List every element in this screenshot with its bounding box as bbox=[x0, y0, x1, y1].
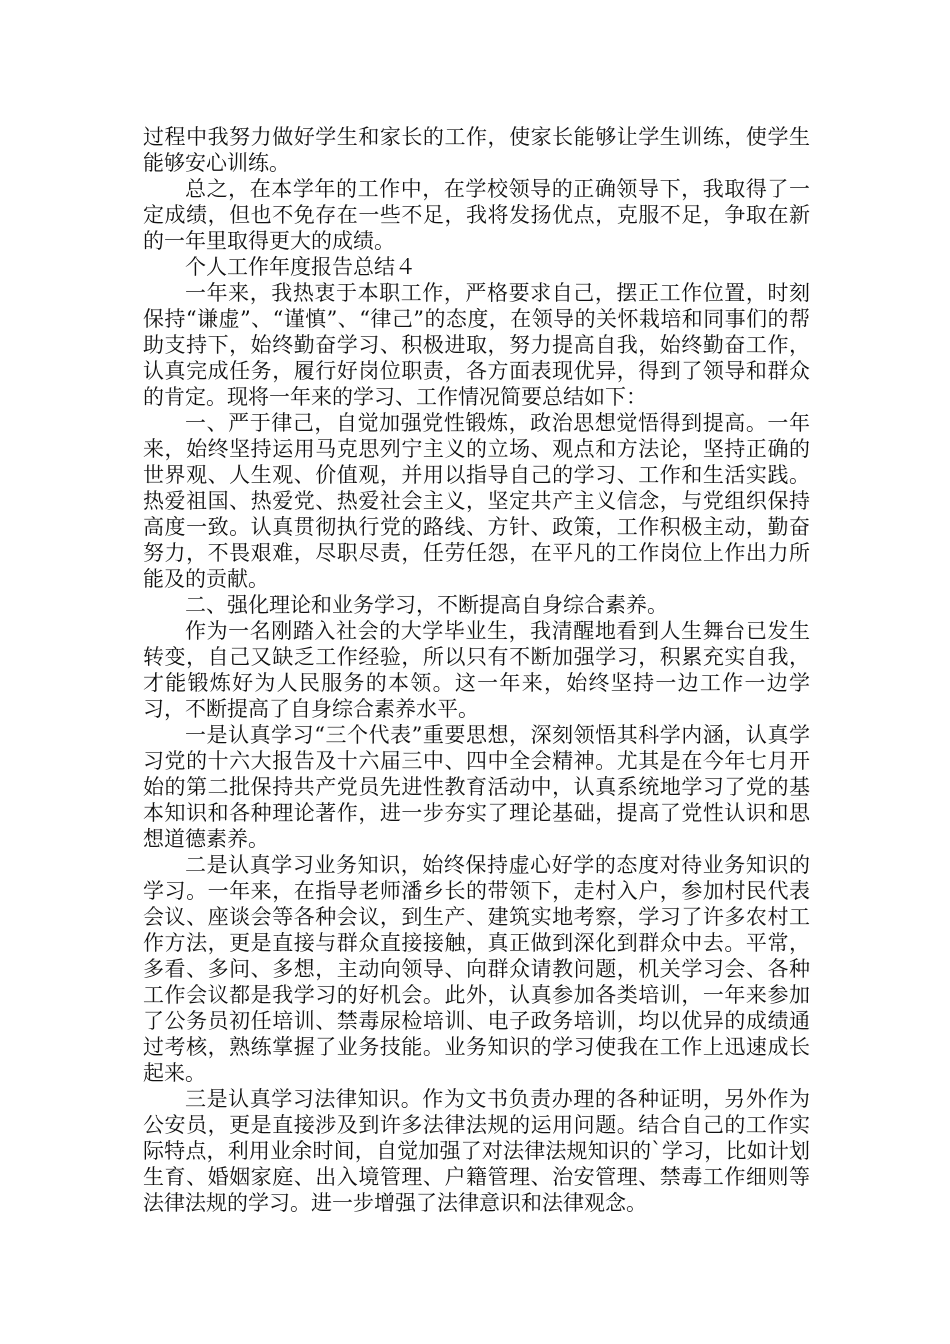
body-paragraph: 二、强化理论和业务学习，不断提高自身综合素养。 bbox=[185, 593, 668, 617]
body-paragraph: 一是认真学习“三个代表”重要思想，深刻领悟其科学内涵，认真学习党的十六大报告及十六届三中、四中全会精神。尤其是在今年七月开始的第二批保持共产党员先进性教育活动中，认真系统地学习了党的基本知识和各种理论著作，进一步夯实了理论基础，提高了党性认识和思想道德素养。 bbox=[143, 723, 810, 851]
body-paragraph: 一年来，我热衷于本职工作，严格要求自己，摆正工作位置，时刻保持“谦虚”、“谨慎”、“律己”的态度，在领导的关怀栽培和同事们的帮助支持下，始终勤奋学习、积极进取，努力提高自我，始终勤奋工作，认真完成任务，履行好岗位职责，各方面表现优异，得到了领导和群众的肯定。现将一年来的学习、工作情况简要总结如下： bbox=[143, 281, 810, 409]
body-paragraph: 三是认真学习法律知识。作为文书负责办理的各种证明，另外作为公安员，更是直接涉及到许多法律法规的运用问题。结合自己的工作实际特点，利用业余时间，自觉加强了对法律法规知识的`学习，比如计划生育、婚姻家庭、出入境管理、户籍管理、治安管理、禁毒工作细则等法律法规的学习。进一步增强了法律意识和法律观念。 bbox=[143, 1087, 810, 1215]
body-paragraph: 过程中我努力做好学生和家长的工作，使家长能够让学生训练，使学生能够安心训练。 bbox=[143, 125, 810, 175]
body-paragraph: 二是认真学习业务知识，始终保持虚心好学的态度对待业务知识的学习。一年来，在指导老师潘乡长的带领下，走村入户，参加村民代表会议、座谈会等各种会议，到生产、建筑实地考察，学习了许多农村工作方法，更是直接与群众直接接触，真正做到深化到群众中去。平常，多看、多问、多想，主动向领导、向群众请教问题，机关学习会、各种工作会议都是我学习的好机会。此外，认真参加各类培训，一年来参加了公务员初任培训、禁毒尿检培训、电子政务培训，均以优异的成绩通过考核，熟练掌握了业务技能。业务知识的学习使我在工作上迅速成长起来。 bbox=[143, 853, 810, 1085]
body-paragraph: 作为一名刚踏入社会的大学毕业生，我清醒地看到人生舞台已发生转变，自己又缺乏工作经验，所以只有不断加强学习，积累充实自我，才能锻炼好为人民服务的本领。这一年来，始终坚持一边工作一边学习，不断提高了自身综合素养水平。 bbox=[143, 619, 810, 721]
document-page bbox=[143, 124, 810, 1216]
body-paragraph: 总之，在本学年的工作中，在学校领导的正确领导下，我取得了一定成绩，但也不免存在一些不足，我将发扬优点，克服不足，争取在新的一年里取得更大的成绩。 bbox=[143, 177, 810, 253]
body-paragraph: 一、严于律己，自觉加强党性锻炼，政治思想觉悟得到提高。一年来，始终坚持运用马克思列宁主义的立场、观点和方法论，坚持正确的世界观、人生观、价值观，并用以指导自己的学习、工作和生活实践。热爱祖国、热爱党、热爱社会主义，坚定共产主义信念，与党组织保持高度一致。认真贯彻执行党的路线、方针、政策，工作积极主动，勤奋努力，不畏艰难，尽职尽责，任劳任怨，在平凡的工作岗位上作出力所能及的贡献。 bbox=[143, 411, 810, 591]
section-heading: 个人工作年度报告总结４ bbox=[185, 255, 416, 279]
